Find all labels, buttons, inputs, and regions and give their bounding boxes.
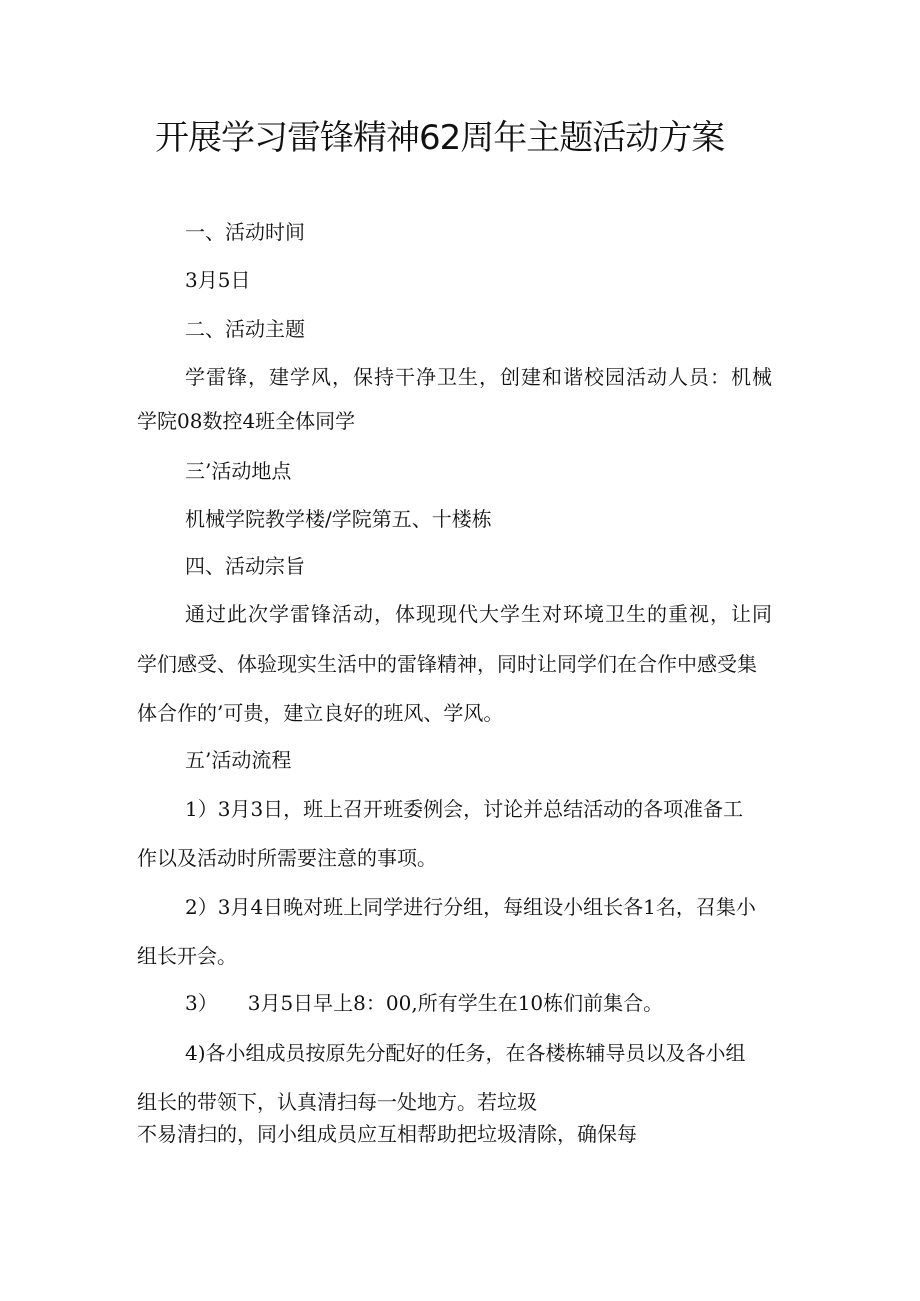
section-heading-process: 五’活动流程 (185, 748, 292, 772)
paragraph-line: 2）3月4日晚对班上同学进行分组，每组设小组长各1名，召集小 (185, 895, 756, 919)
section-heading-theme: 二、活动主题 (185, 317, 305, 341)
paragraph-line: 学们感受、体验现实生活中的雷锋精神，同时让同学们在合作中感受集 (137, 652, 757, 676)
paragraph-line: 通过此次学雷锋活动，体现现代大学生对环境卫生的重视，让同 (185, 602, 773, 626)
paragraph-line: 组长开会。 (137, 944, 237, 968)
paragraph-line: 体合作的’可贵，建立良好的班风、学风。 (137, 701, 504, 725)
section-heading-purpose: 四、活动宗旨 (185, 554, 305, 578)
paragraph-line: 组长的带领下，认真清扫每一处地方。若垃圾 (137, 1090, 537, 1114)
paragraph-line: 学雷锋，建学风，保持干净卫生，创建和谐校园活动人员：机械 (185, 365, 773, 389)
paragraph-line: 学院08数控4班全体同学 (137, 409, 356, 433)
section-heading-time: 一、活动时间 (185, 220, 305, 244)
paragraph-line: 不易清扫的，同小组成员应互相帮助把垃圾清除，确保每 (137, 1122, 637, 1146)
paragraph-line: 4)各小组成员按原先分配好的任务，在各楼栋辅导员以及各小组 (185, 1041, 746, 1065)
paragraph-line: 3月5日 (185, 268, 251, 292)
paragraph-line: 1）3月3日，班上召开班委例会，讨论并总结活动的各项准备工 (185, 797, 744, 821)
paragraph-line: 3） 3月5日早上8：00,所有学生在10栋们前集合。 (185, 991, 664, 1015)
document-title: 开展学习雷锋精神62周年主题活动方案 (155, 118, 725, 158)
paragraph-line: 作以及活动时所需要注意的事项。 (137, 846, 437, 870)
paragraph-line: 机械学院教学楼/学院第五、十楼栋 (185, 507, 492, 531)
section-heading-location: 三’活动地点 (185, 459, 292, 483)
